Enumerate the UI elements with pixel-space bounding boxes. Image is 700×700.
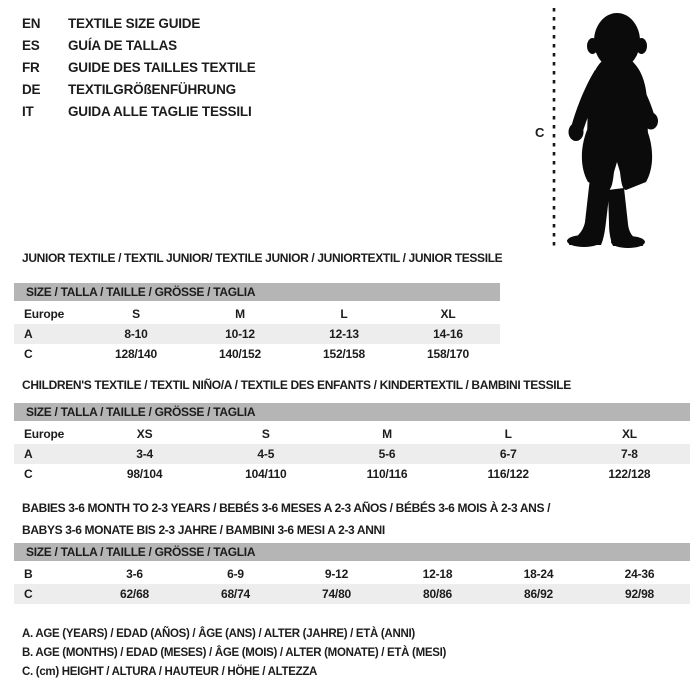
size-cell: 14-16	[433, 327, 463, 341]
table-header-band: SIZE / TALLA / TAILLE / GRÖSSE / TAGLIA	[14, 543, 690, 561]
language-code: IT	[22, 103, 34, 119]
language-code: EN	[22, 15, 41, 31]
size-cell: M	[235, 307, 245, 321]
size-cell: 3-6	[126, 567, 143, 581]
size-cell: 6-9	[227, 567, 244, 581]
height-measure-label: C	[535, 125, 545, 140]
language-row	[22, 100, 352, 122]
table-row	[14, 464, 690, 484]
row-label: A	[24, 327, 33, 341]
size-cell: 116/122	[487, 467, 529, 481]
footnote-line-b: B. AGE (MONTHS) / EDAD (MESES) / ÂGE (MOIS) / ALTER (MONATE) / ETÀ (MESI)	[22, 647, 447, 659]
row-label: Europe	[24, 307, 65, 321]
size-cell: 92/98	[624, 587, 655, 601]
size-cell: 3-4	[136, 447, 153, 461]
size-cell: 74/80	[321, 587, 352, 601]
size-cell: 140/152	[219, 347, 261, 361]
size-cell: 104/110	[245, 467, 287, 481]
babies-size-table	[14, 543, 690, 604]
toddler-silhouette-icon	[520, 0, 696, 250]
table-row	[14, 564, 690, 584]
language-title: TEXTILE SIZE GUIDE	[68, 15, 201, 31]
language-title: GUIDE DES TAILLES TEXTILE	[68, 59, 256, 75]
size-cell: 12-13	[329, 327, 359, 341]
size-cell: XL	[440, 307, 456, 321]
size-figure	[520, 0, 696, 250]
table-row	[14, 424, 690, 444]
language-title-list	[22, 12, 352, 122]
size-cell: 4-5	[257, 447, 275, 461]
table-row	[14, 324, 500, 344]
size-cell: 152/158	[323, 347, 365, 361]
size-cell: 6-7	[499, 447, 517, 461]
babies-table-title	[22, 497, 550, 541]
row-label: C	[24, 467, 33, 481]
size-cell: S	[261, 427, 270, 441]
size-cell: 62/68	[119, 587, 150, 601]
language-code: FR	[22, 59, 40, 75]
language-title: TEXTILGRÖßENFÜHRUNG	[68, 81, 236, 97]
size-cell: 10-12	[225, 327, 255, 341]
size-cell: 68/74	[220, 587, 251, 601]
footnote-line-c: C. (cm) HEIGHT / ALTURA / HAUTEUR / HÖHE / ALTEZZA	[22, 666, 318, 678]
size-cell: 7-8	[621, 447, 638, 461]
size-cell: XS	[136, 427, 153, 441]
footnote-line-a: A. AGE (YEARS) / EDAD (AÑOS) / ÂGE (ANS) / ALTER (JAHRE) / ETÀ (ANNI)	[22, 628, 415, 640]
size-cell: L	[340, 307, 348, 321]
junior-size-table	[14, 283, 500, 364]
language-row	[22, 34, 352, 56]
table-row	[14, 444, 690, 464]
language-code: ES	[22, 37, 40, 53]
size-cell: 128/140	[115, 347, 157, 361]
size-cell: 86/92	[523, 587, 554, 601]
table-header-band: SIZE / TALLA / TAILLE / GRÖSSE / TAGLIA	[14, 403, 690, 421]
size-cell: XL	[621, 427, 637, 441]
language-title: GUÍA DE TALLAS	[68, 37, 177, 53]
size-cell: 80/86	[422, 587, 453, 601]
size-cell: 158/170	[427, 347, 469, 361]
babies-title-line-2: BABYS 3-6 MONATE BIS 2-3 JAHRE / BAMBINI 3-6 MESI A 2-3 ANNI	[22, 523, 385, 537]
table-row	[14, 304, 500, 324]
junior-table-title: JUNIOR TEXTILE / TEXTIL JUNIOR/ TEXTILE JUNIOR / JUNIORTEXTIL / JUNIOR TESSILE	[22, 251, 503, 265]
footnotes	[22, 625, 446, 682]
size-cell: 18-24	[523, 567, 554, 581]
language-row	[22, 78, 352, 100]
language-title: GUIDA ALLE TAGLIE TESSILI	[68, 103, 252, 119]
table-header-band: SIZE / TALLA / TAILLE / GRÖSSE / TAGLIA	[14, 283, 500, 301]
babies-title-line-1: BABIES 3-6 MONTH TO 2-3 YEARS / BEBÉS 3-6 MESES A 2-3 AÑOS / BÉBÉS 3-6 MOIS À 2-3 ANS /	[22, 501, 551, 515]
size-cell: S	[132, 307, 140, 321]
size-cell: 110/116	[366, 467, 408, 481]
row-label: B	[24, 567, 33, 581]
size-cell: 122/128	[608, 467, 651, 481]
table-row	[14, 584, 690, 604]
size-cell: 12-18	[422, 567, 453, 581]
size-cell: M	[382, 427, 392, 441]
size-cell: 9-12	[324, 567, 349, 581]
toddler-silhouette-shape	[567, 13, 658, 248]
row-label: C	[24, 587, 33, 601]
language-code: DE	[22, 81, 41, 97]
row-label: A	[24, 447, 33, 461]
size-cell: 24-36	[624, 567, 655, 581]
language-row	[22, 56, 352, 78]
size-cell: 5-6	[378, 447, 396, 461]
language-row	[22, 12, 352, 34]
size-cell: 98/104	[126, 467, 163, 481]
children-size-table	[14, 403, 690, 484]
row-label: Europe	[24, 427, 65, 441]
row-label: C	[24, 347, 33, 361]
size-cell: L	[504, 427, 512, 441]
table-row	[14, 344, 500, 364]
children-table-title: CHILDREN'S TEXTILE / TEXTIL NIÑO/A / TEXTILE DES ENFANTS / KINDERTEXTIL / BAMBINI TESSILE	[22, 378, 571, 392]
size-cell: 8-10	[124, 327, 148, 341]
